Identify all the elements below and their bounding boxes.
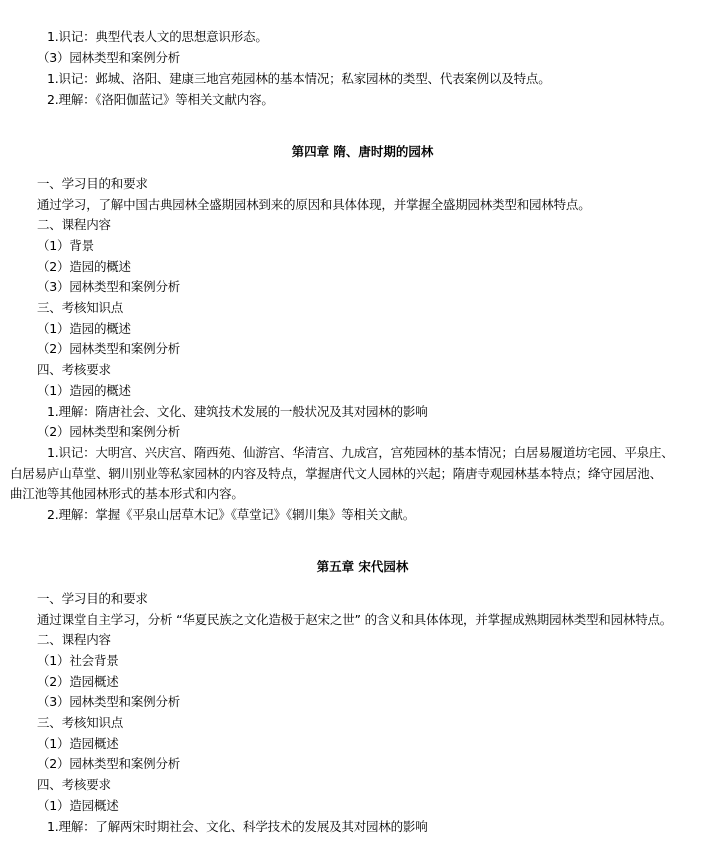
text-line: 白居易庐山草堂、辋川别业等私家园林的内容及特点，掌握唐代文人园林的兴起；隋唐寺观园林基本特点；绛守园居池、: [10, 466, 662, 481]
section-heading: 二、课程内容: [37, 217, 111, 232]
list-item: （3）园林类型和案例分析: [37, 279, 181, 294]
list-item: （1）造园概述: [37, 798, 119, 813]
section-heading: 三、考核知识点: [37, 715, 124, 730]
text-line: （3）园林类型和案例分析: [37, 50, 181, 65]
text-line: 通过学习，了解中国古典园林全盛期园林到来的原因和具体体现，并掌握全盛期园林类型和园林特点。: [37, 197, 591, 212]
text-line: 通过课堂自主学习，分析 “华夏民族之文化造极于赵宋之世” 的含义和具体体现，并掌握成熟期园林类型和园林特点。: [37, 612, 673, 627]
list-item: （1）造园的概述: [37, 321, 131, 336]
section-heading: 一、学习目的和要求: [37, 176, 148, 191]
chapter-title: 第五章 宋代园林: [316, 559, 409, 574]
text-line: 1.识记：典型代表人文的思想意识形态。: [47, 29, 268, 44]
text-line: 1.识记：大明宫、兴庆宫、隋西苑、仙游宫、华清宫、九成宫，宫苑园林的基本情况；白居易履道坊宅园、平泉庄、: [47, 445, 674, 460]
list-item: （1）造园概述: [37, 736, 119, 751]
section-heading: 二、课程内容: [37, 632, 111, 647]
text-line: 2.理解：《洛阳伽蓝记》等相关文献内容。: [47, 92, 274, 107]
chapter-title: 第四章 隋、唐时期的园林: [291, 144, 434, 159]
text-line: 2.理解：掌握《平泉山居草木记》《草堂记》《辋川集》等相关文献。: [47, 507, 416, 522]
section-heading: 一、学习目的和要求: [37, 591, 148, 606]
list-item: （3）园林类型和案例分析: [37, 694, 181, 709]
text-line: 1.理解：了解两宋时期社会、文化、科学技术的发展及其对园林的影响: [47, 819, 428, 834]
text-line: 1.识记：邺城、洛阳、建康三地宫苑园林的基本情况；私家园林的类型、代表案例以及特点。: [47, 71, 551, 86]
section-heading: 四、考核要求: [37, 362, 111, 377]
text-line: 曲江池等其他园林形式的基本形式和内容。: [10, 486, 244, 501]
list-item: （2）造园的概述: [37, 259, 131, 274]
list-item: （2）园林类型和案例分析: [37, 424, 181, 439]
list-item: （2）造园概述: [37, 674, 119, 689]
section-heading: 三、考核知识点: [37, 300, 124, 315]
section-heading: 四、考核要求: [37, 777, 111, 792]
text-line: 1.理解：隋唐社会、文化、建筑技术发展的一般状况及其对园林的影响: [47, 404, 428, 419]
list-item: （2）园林类型和案例分析: [37, 341, 181, 356]
list-item: （1）造园的概述: [37, 383, 131, 398]
list-item: （1）社会背景: [37, 653, 119, 668]
list-item: （2）园林类型和案例分析: [37, 756, 181, 771]
list-item: （1）背景: [37, 238, 94, 253]
